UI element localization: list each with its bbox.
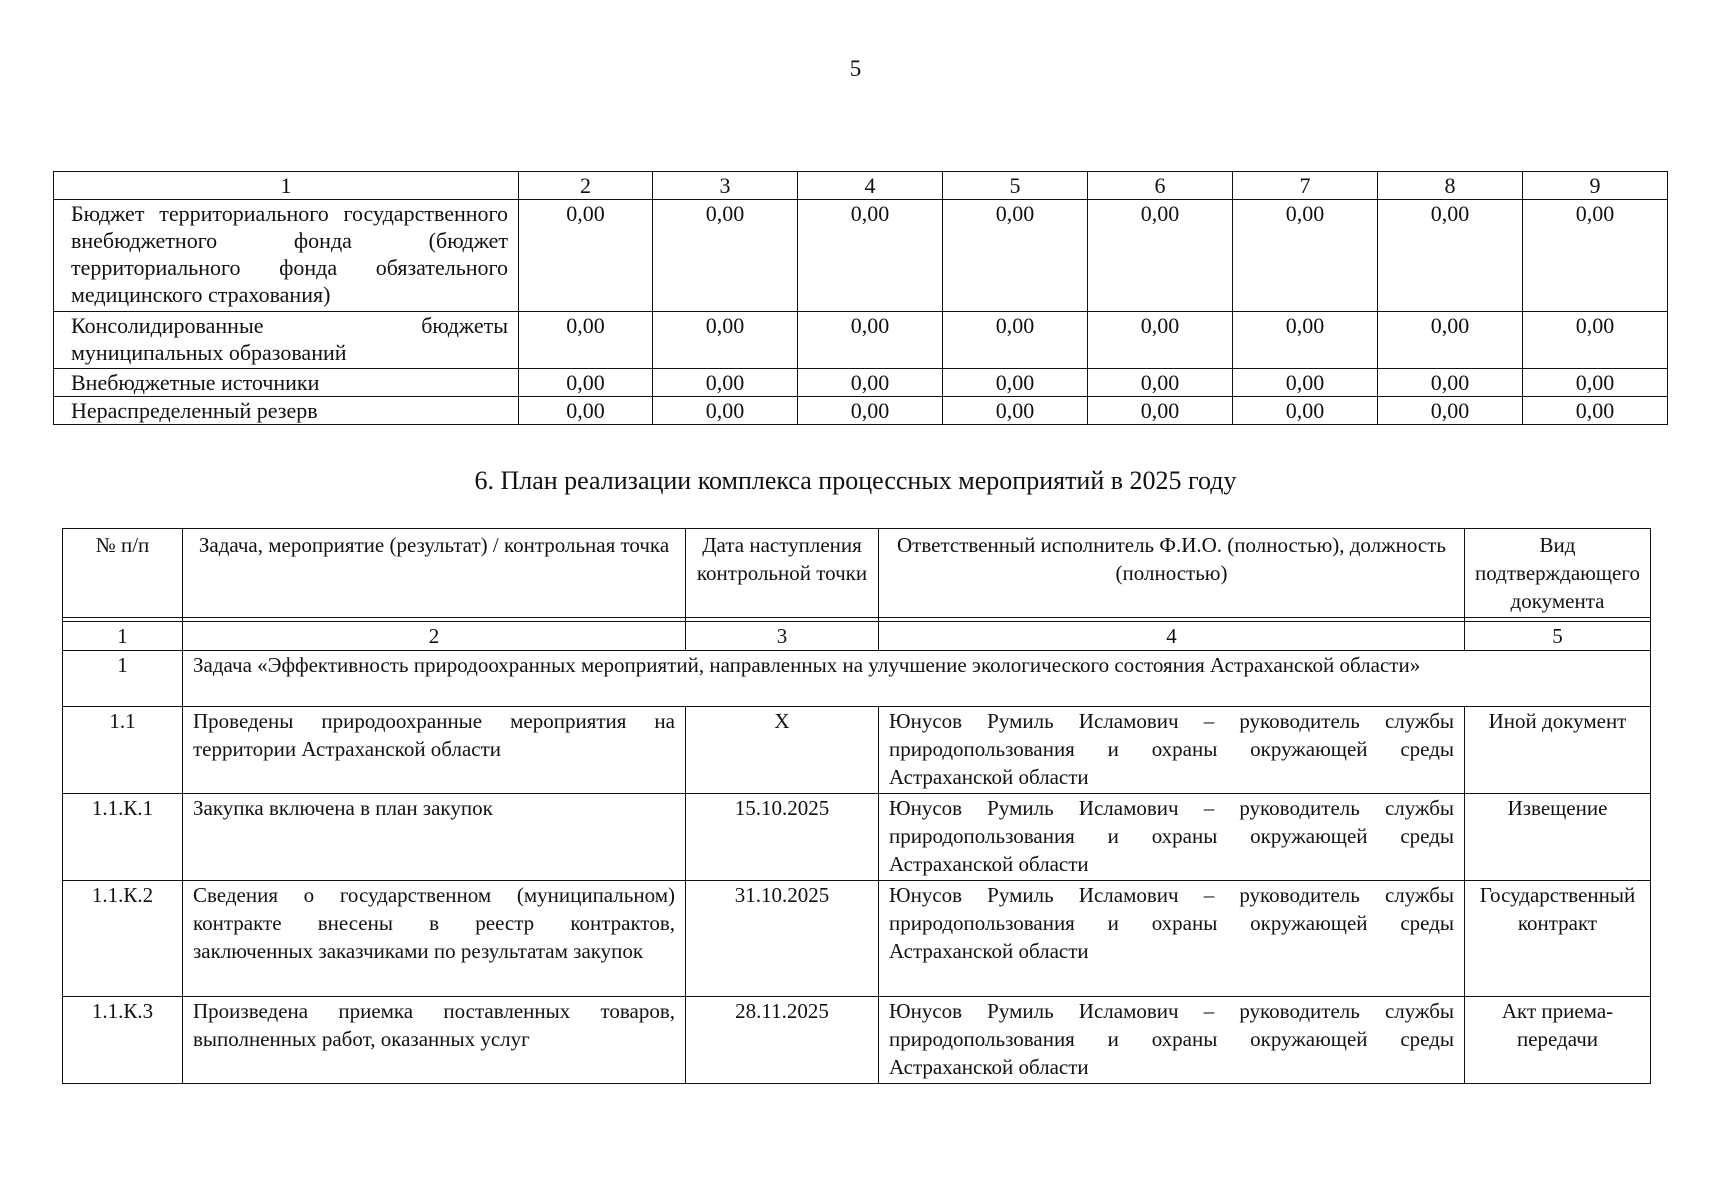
row-document: Извещение bbox=[1465, 794, 1651, 881]
value-cell: 0,00 bbox=[1088, 369, 1233, 397]
value-cell: 0,00 bbox=[519, 200, 653, 312]
plan-table bbox=[62, 528, 1651, 1084]
column-number: 3 bbox=[653, 172, 798, 200]
row-number: 1.1.К.2 bbox=[63, 881, 183, 997]
value-cell: 0,00 bbox=[1233, 369, 1378, 397]
value-cell: 0,00 bbox=[1233, 312, 1378, 369]
row-document: Акт приема-передачи bbox=[1465, 997, 1651, 1084]
row-name: Закупка включена в план закупок bbox=[183, 794, 686, 881]
value-cell: 0,00 bbox=[1233, 200, 1378, 312]
column-number: 9 bbox=[1523, 172, 1668, 200]
header-cell-number: № п/п bbox=[63, 529, 183, 618]
value-cell: 0,00 bbox=[519, 312, 653, 369]
budget-table bbox=[53, 171, 1668, 425]
value-cell: 0,00 bbox=[1378, 397, 1523, 425]
table-row bbox=[54, 369, 1668, 397]
value-cell: 0,00 bbox=[943, 312, 1088, 369]
row-document: Иной документ bbox=[1465, 707, 1651, 794]
row-responsible: Юнусов Румиль Исламович – руководитель службы природопользования и охраны окружающей среды Астраханской области bbox=[879, 794, 1465, 881]
column-number: 6 bbox=[1088, 172, 1233, 200]
header-cell-date: Дата наступления контрольной точки bbox=[686, 529, 879, 618]
value-cell: 0,00 bbox=[943, 397, 1088, 425]
value-cell: 0,00 bbox=[798, 369, 943, 397]
page-number: 5 bbox=[849, 56, 862, 81]
value-cell: 0,00 bbox=[1523, 369, 1668, 397]
table-row bbox=[63, 881, 1651, 997]
table-row bbox=[54, 312, 1668, 369]
table-row bbox=[63, 997, 1651, 1084]
row-label: Нераспределенный резерв bbox=[54, 397, 519, 425]
value-cell: 0,00 bbox=[798, 312, 943, 369]
value-cell: 0,00 bbox=[798, 397, 943, 425]
row-number: 1.1.К.3 bbox=[63, 997, 183, 1084]
value-cell: 0,00 bbox=[1378, 200, 1523, 312]
row-date: X bbox=[686, 707, 879, 794]
column-number-row bbox=[63, 622, 1651, 651]
row-name: Произведена приемка поставленных товаров, выполненных работ, оказанных услуг bbox=[183, 997, 686, 1084]
task-number: 1 bbox=[63, 651, 183, 707]
task-row bbox=[63, 651, 1651, 707]
row-number: 1.1.К.1 bbox=[63, 794, 183, 881]
value-cell: 0,00 bbox=[1088, 200, 1233, 312]
column-number: 3 bbox=[686, 622, 879, 651]
row-responsible: Юнусов Румиль Исламович – руководитель службы природопользования и охраны окружающей среды Астраханской области bbox=[879, 997, 1465, 1084]
column-number: 4 bbox=[798, 172, 943, 200]
column-number: 5 bbox=[943, 172, 1088, 200]
value-cell: 0,00 bbox=[1523, 312, 1668, 369]
column-number: 2 bbox=[519, 172, 653, 200]
value-cell: 0,00 bbox=[519, 369, 653, 397]
value-cell: 0,00 bbox=[1378, 312, 1523, 369]
value-cell: 0,00 bbox=[1233, 397, 1378, 425]
row-number: 1.1 bbox=[63, 707, 183, 794]
task-text: Задача «Эффективность природоохранных мероприятий, направленных на улучшение экологического состояния Астраханской области» bbox=[183, 651, 1651, 707]
column-number: 2 bbox=[183, 622, 686, 651]
row-label: Консолидированные бюджеты муниципальных образований bbox=[54, 312, 519, 369]
table-row bbox=[63, 794, 1651, 881]
row-label: Бюджет территориального государственного внебюджетного фонда (бюджет территориального фонда обязательного медицинского страхования) bbox=[54, 200, 519, 312]
value-cell: 0,00 bbox=[943, 200, 1088, 312]
header-cell-responsible: Ответственный исполнитель Ф.И.О. (полностью), должность (полностью) bbox=[879, 529, 1465, 618]
row-date: 31.10.2025 bbox=[686, 881, 879, 997]
value-cell: 0,00 bbox=[653, 312, 798, 369]
header-cell-task: Задача, мероприятие (результат) / контрольная точка bbox=[183, 529, 686, 618]
row-date: 28.11.2025 bbox=[686, 997, 879, 1084]
value-cell: 0,00 bbox=[653, 369, 798, 397]
header-cell-document: Вид подтверждающего документа bbox=[1465, 529, 1651, 618]
value-cell: 0,00 bbox=[1523, 397, 1668, 425]
column-number: 4 bbox=[879, 622, 1465, 651]
row-document: Государственный контракт bbox=[1465, 881, 1651, 997]
value-cell: 0,00 bbox=[1088, 397, 1233, 425]
row-label: Внебюджетные источники bbox=[54, 369, 519, 397]
value-cell: 0,00 bbox=[1088, 312, 1233, 369]
value-cell: 0,00 bbox=[798, 200, 943, 312]
value-cell: 0,00 bbox=[943, 369, 1088, 397]
column-number: 5 bbox=[1465, 622, 1651, 651]
column-number: 7 bbox=[1233, 172, 1378, 200]
column-number: 1 bbox=[63, 622, 183, 651]
row-date: 15.10.2025 bbox=[686, 794, 879, 881]
column-number: 8 bbox=[1378, 172, 1523, 200]
value-cell: 0,00 bbox=[1523, 200, 1668, 312]
value-cell: 0,00 bbox=[653, 397, 798, 425]
value-cell: 0,00 bbox=[1378, 369, 1523, 397]
row-name: Проведены природоохранные мероприятия на территории Астраханской области bbox=[183, 707, 686, 794]
table-row bbox=[54, 397, 1668, 425]
table-row bbox=[63, 707, 1651, 794]
column-number: 1 bbox=[54, 172, 519, 200]
row-responsible: Юнусов Румиль Исламович – руководитель службы природопользования и охраны окружающей среды Астраханской области bbox=[879, 881, 1465, 997]
row-name: Сведения о государственном (муниципальном) контракте внесены в реестр контрактов, заключенных заказчиками по результатам закупок bbox=[183, 881, 686, 997]
row-responsible: Юнусов Румиль Исламович – руководитель службы природопользования и охраны окружающей среды Астраханской области bbox=[879, 707, 1465, 794]
value-cell: 0,00 bbox=[519, 397, 653, 425]
budget-table-header bbox=[54, 172, 1668, 200]
table-row bbox=[54, 200, 1668, 312]
plan-table-header bbox=[63, 529, 1651, 618]
value-cell: 0,00 bbox=[653, 200, 798, 312]
section-title: 6. План реализации комплекса процессных мероприятий в 2025 году bbox=[474, 466, 1237, 495]
